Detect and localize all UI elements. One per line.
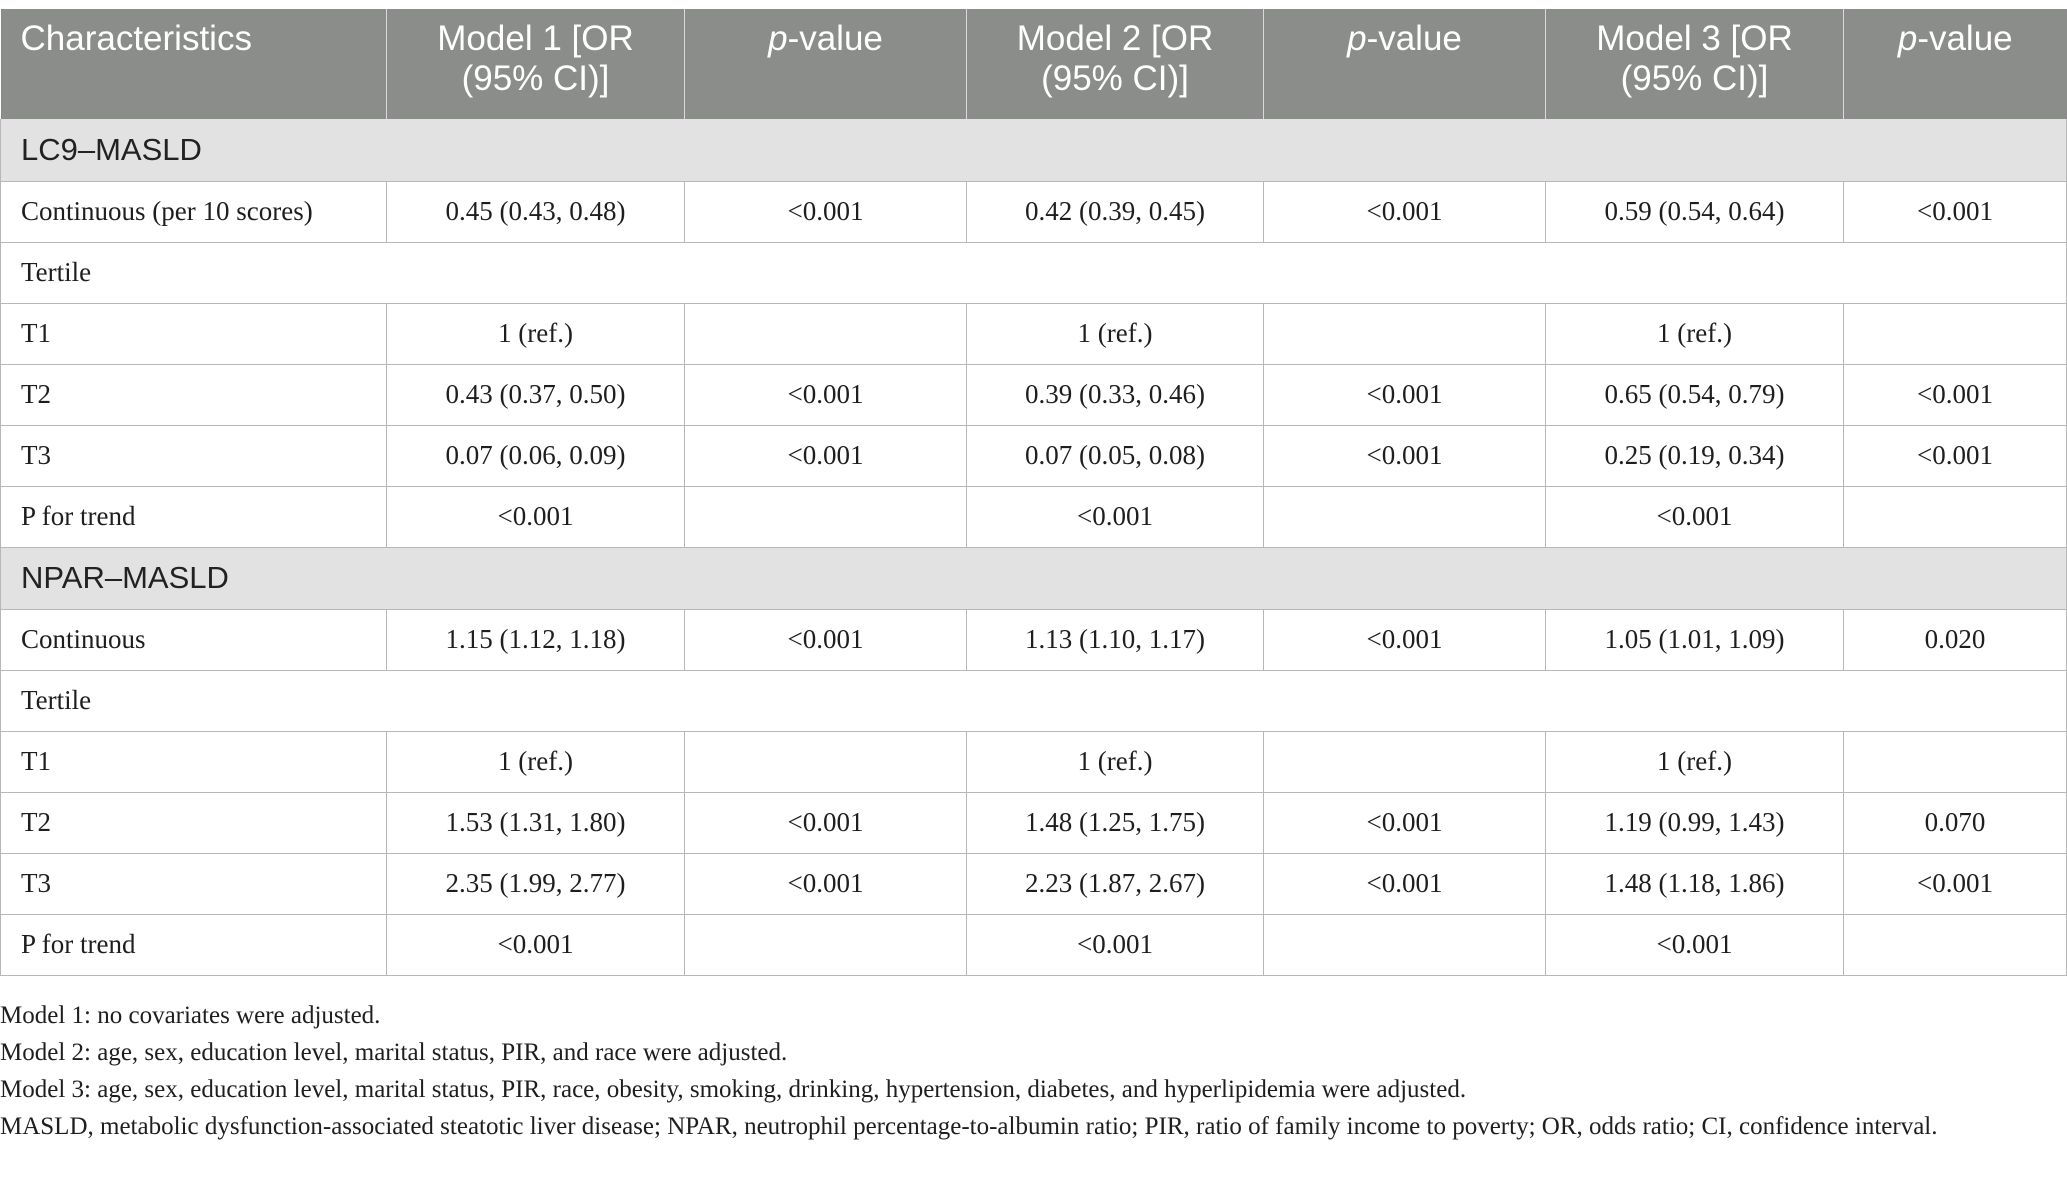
model1-p-value-cell: [685, 486, 967, 547]
row-label: Tertile: [1, 670, 2067, 731]
model2-or-cell: 0.42 (0.39, 0.45): [967, 181, 1264, 242]
section-header-row: [1, 119, 2067, 181]
model2-or-cell: 1 (ref.): [967, 303, 1264, 364]
model3-or-cell: <0.001: [1546, 486, 1844, 547]
model1-p-value-cell: <0.001: [685, 792, 967, 853]
table-row: [1, 792, 2067, 853]
table-row: [1, 303, 2067, 364]
header-model1: Model 1 [OR (95% CI)]: [387, 9, 685, 119]
table-header: [1, 9, 2067, 119]
table-row: [1, 181, 2067, 242]
regression-results-table: [0, 9, 2067, 976]
model3-p-value-cell: <0.001: [1844, 181, 2067, 242]
model3-p-value-cell: <0.001: [1844, 425, 2067, 486]
model2-p-value-cell: <0.001: [1264, 609, 1546, 670]
model2-p-value-cell: <0.001: [1264, 425, 1546, 486]
model1-p-value-cell: [685, 914, 967, 975]
header-model3: Model 3 [OR (95% CI)]: [1546, 9, 1844, 119]
row-label: T2: [1, 364, 387, 425]
model3-or-cell: 1.48 (1.18, 1.86): [1546, 853, 1844, 914]
model2-or-cell: 2.23 (1.87, 2.67): [967, 853, 1264, 914]
header-p-italic: p: [1897, 19, 1918, 58]
model3-or-cell: <0.001: [1546, 914, 1844, 975]
model3-p-value-cell: 0.070: [1844, 792, 2067, 853]
model1-p-value-cell: [685, 303, 967, 364]
model2-p-value-cell: <0.001: [1264, 792, 1546, 853]
model1-or-cell: 1 (ref.): [387, 731, 685, 792]
row-label: T1: [1, 303, 387, 364]
model2-or-cell: 0.39 (0.33, 0.46): [967, 364, 1264, 425]
row-label: Continuous: [1, 609, 387, 670]
model3-p-value-cell: [1844, 731, 2067, 792]
table-row: [1, 914, 2067, 975]
model1-or-cell: 2.35 (1.99, 2.77): [387, 853, 685, 914]
model2-p-value-cell: <0.001: [1264, 853, 1546, 914]
footnote-model3: Model 3: age, sex, education level, marital status, PIR, race, obesity, smoking, drinking, hypertension, diabetes, and hyperlipidemia were adjusted.: [0, 1076, 1467, 1103]
model3-or-cell: 1 (ref.): [1546, 303, 1844, 364]
model1-or-cell: 1.53 (1.31, 1.80): [387, 792, 685, 853]
footnote-abbreviations: MASLD, metabolic dysfunction-associated steatotic liver disease; NPAR, neutrophil percentage-to-albumin ratio; PIR, ratio of family income to poverty; OR, odds ratio; CI, confidence interval.: [0, 1113, 1938, 1140]
table-row: [1, 242, 2067, 303]
header-p-suffix: -value: [1917, 19, 2013, 58]
model1-or-cell: 0.43 (0.37, 0.50): [387, 364, 685, 425]
model1-p-value-cell: <0.001: [685, 609, 967, 670]
model3-p-value-cell: [1844, 303, 2067, 364]
model3-p-value-cell: <0.001: [1844, 364, 2067, 425]
header-p-value-2: [1264, 9, 1546, 119]
table-row: [1, 670, 2067, 731]
model1-or-cell: 1 (ref.): [387, 303, 685, 364]
header-p-italic: p: [768, 19, 788, 58]
model3-p-value-cell: [1844, 486, 2067, 547]
row-label: T2: [1, 792, 387, 853]
row-label: Continuous (per 10 scores): [1, 181, 387, 242]
row-label: T1: [1, 731, 387, 792]
model3-p-value-cell: [1844, 914, 2067, 975]
model3-or-cell: 1 (ref.): [1546, 731, 1844, 792]
model2-or-cell: <0.001: [967, 486, 1264, 547]
model3-p-value-cell: 0.020: [1844, 609, 2067, 670]
table-row: [1, 609, 2067, 670]
model3-or-cell: 1.05 (1.01, 1.09): [1546, 609, 1844, 670]
table-row: [1, 486, 2067, 547]
model2-p-value-cell: [1264, 303, 1546, 364]
header-p-value-3: [1844, 9, 2067, 119]
model3-p-value-cell: <0.001: [1844, 853, 2067, 914]
model1-p-value-cell: [685, 731, 967, 792]
model2-or-cell: 1.13 (1.10, 1.17): [967, 609, 1264, 670]
model1-p-value-cell: <0.001: [685, 425, 967, 486]
row-label: Tertile: [1, 242, 2067, 303]
model2-p-value-cell: <0.001: [1264, 364, 1546, 425]
section-title: NPAR–MASLD: [1, 547, 2067, 609]
table-row: [1, 425, 2067, 486]
section-header-row: [1, 547, 2067, 609]
model2-p-value-cell: <0.001: [1264, 181, 1546, 242]
header-p-suffix: -value: [787, 19, 883, 58]
model1-p-value-cell: <0.001: [685, 364, 967, 425]
model2-p-value-cell: [1264, 486, 1546, 547]
header-model2: Model 2 [OR (95% CI)]: [967, 9, 1264, 119]
model1-p-value-cell: <0.001: [685, 181, 967, 242]
table-body: [1, 119, 2067, 975]
header-p-value-1: [685, 9, 967, 119]
table-row: [1, 731, 2067, 792]
row-label: T3: [1, 853, 387, 914]
header-p-suffix: -value: [1366, 19, 1462, 58]
model3-or-cell: 1.19 (0.99, 1.43): [1546, 792, 1844, 853]
model1-or-cell: 0.07 (0.06, 0.09): [387, 425, 685, 486]
row-label: P for trend: [1, 486, 387, 547]
table-row: [1, 364, 2067, 425]
table-footnotes: [0, 997, 2000, 1145]
header-row: [1, 9, 2067, 119]
model1-or-cell: <0.001: [387, 486, 685, 547]
row-label: T3: [1, 425, 387, 486]
model1-or-cell: 0.45 (0.43, 0.48): [387, 181, 685, 242]
row-label: P for trend: [1, 914, 387, 975]
table-row: [1, 853, 2067, 914]
model2-or-cell: 0.07 (0.05, 0.08): [967, 425, 1264, 486]
footnote-model1: Model 1: no covariates were adjusted.: [0, 1002, 381, 1029]
header-p-italic: p: [1347, 19, 1367, 58]
model2-p-value-cell: [1264, 731, 1546, 792]
model2-p-value-cell: [1264, 914, 1546, 975]
model3-or-cell: 0.25 (0.19, 0.34): [1546, 425, 1844, 486]
model2-or-cell: 1.48 (1.25, 1.75): [967, 792, 1264, 853]
model3-or-cell: 0.59 (0.54, 0.64): [1546, 181, 1844, 242]
model1-or-cell: 1.15 (1.12, 1.18): [387, 609, 685, 670]
model3-or-cell: 0.65 (0.54, 0.79): [1546, 364, 1844, 425]
model2-or-cell: 1 (ref.): [967, 731, 1264, 792]
model1-or-cell: <0.001: [387, 914, 685, 975]
section-title: LC9–MASLD: [1, 119, 2067, 181]
model2-or-cell: <0.001: [967, 914, 1264, 975]
results-table-container: [0, 9, 2067, 976]
header-characteristics: Characteristics: [1, 9, 387, 119]
model1-p-value-cell: <0.001: [685, 853, 967, 914]
footnote-model2: Model 2: age, sex, education level, marital status, PIR, and race were adjusted.: [0, 1039, 788, 1066]
